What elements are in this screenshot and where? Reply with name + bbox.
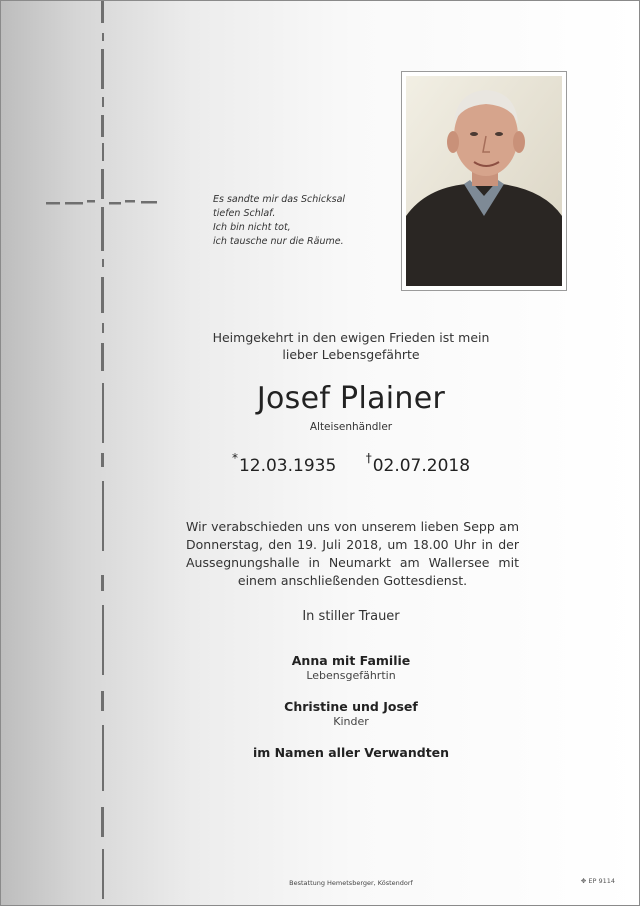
birth-symbol: * [231,451,238,465]
mourner-relation: Kinder [333,715,369,728]
mourner-name: Anna mit Familie [291,653,411,668]
quote-line: tiefen Schlaf. [213,208,276,219]
mourner-relation: Lebensgefährtin [306,669,396,682]
portrait-photo [406,76,562,286]
birth-date [231,451,337,476]
quote-line: Ich bin nicht tot, [213,222,291,233]
deceased-occupation: Alteisenhändler [309,421,393,433]
birth-date-value: 12.03.1935 [238,455,337,476]
mourner-name: Christine und Josef [284,699,418,714]
life-dates [161,453,541,476]
death-symbol: † [365,451,372,465]
closing-line: im Namen aller Verwandten [252,745,450,760]
quote-line: Es sandte mir das Schicksal [213,194,346,205]
logo-icon: ✥ [580,877,589,885]
quote-line: ich tausche nur die Räume. [213,236,344,247]
intro-line: lieber Lebensgefährte [282,347,420,362]
undertaker-credit: Bestattung Hemetsberger, Köstendorf [289,879,413,887]
death-date [365,451,471,476]
intro-text [161,329,541,363]
funeral-announcement: Wir verabschieden uns von unserem lieben Sepp am Donnerstag, den 19. Juli 2018, um 18.00 Uhr in der Aussegnungshalle in Neumarkt am Wallersee mit einem anschließenden Gottesdienst. [186,519,519,588]
intro-line: Heimgekehrt in den ewigen Frieden ist mein [212,330,490,345]
template-code [581,877,615,885]
quote [213,193,345,249]
death-date-value: 02.07.2018 [372,455,471,476]
portrait-frame [401,71,567,291]
mourning-heading: In stiller Trauer [302,609,400,624]
template-code-text: EP 9114 [588,877,615,885]
deceased-name: Josef Plainer [256,381,446,416]
